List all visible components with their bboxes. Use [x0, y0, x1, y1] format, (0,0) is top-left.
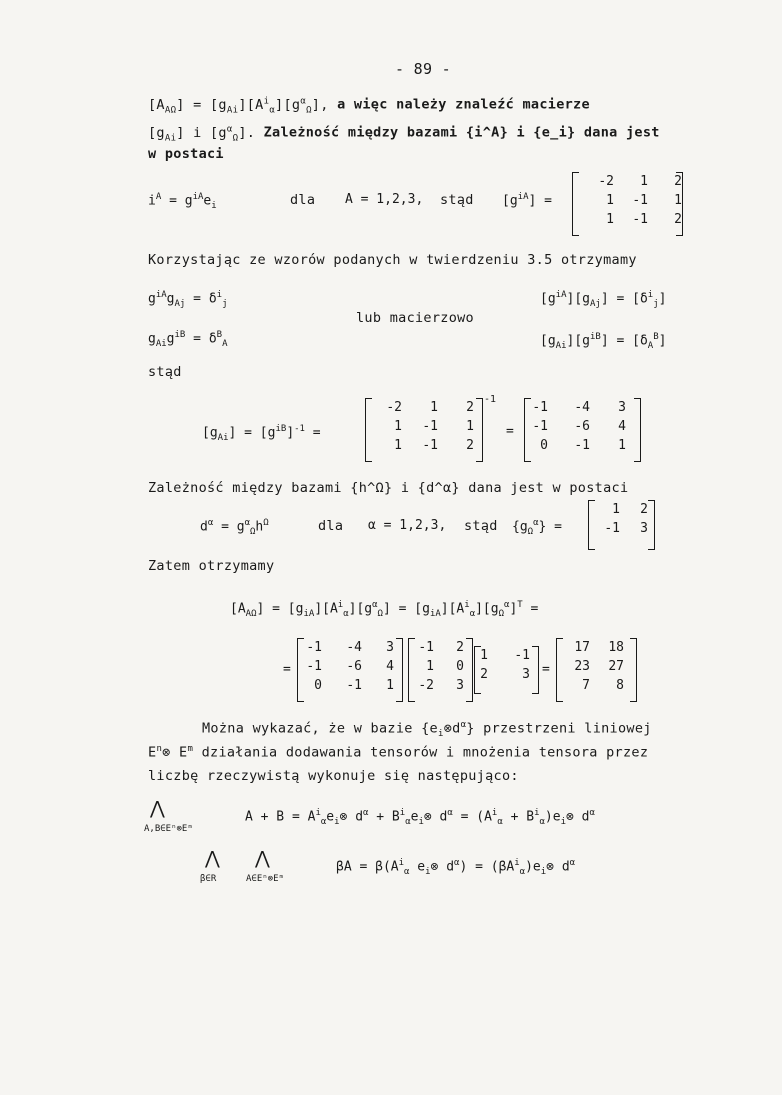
matrix-cell: 0 — [540, 438, 548, 453]
matrix-cell: -6 — [346, 659, 362, 674]
matrix-cell: -1 — [346, 678, 362, 693]
eq1-lhs: $i^A = g^{iA}e_i$ — [148, 192, 217, 211]
matrix-cell: 2 — [640, 502, 648, 517]
matrix-cell: 1 — [606, 212, 614, 227]
matrix-cell: -1 — [418, 640, 434, 655]
eq2-stad: stąd — [464, 518, 498, 534]
intro-formula-1: $[A_{A\Omega}] = [g_{Ai}][A^i_\alpha][g^\alpha_\Omega]$, — [148, 96, 329, 116]
matrix-cell: 2 — [674, 174, 682, 189]
eq1-bracket-right — [676, 172, 683, 236]
matrix-cell: -1 — [574, 438, 590, 453]
matrix-cell: 1 — [466, 419, 474, 434]
product-m2-bracket-right — [466, 638, 473, 702]
matrix-cell: -2 — [386, 400, 402, 415]
matrix-cell: -1 — [422, 438, 438, 453]
inverse-matrix-a-bracket-right — [476, 398, 483, 462]
matrix-relation-1: $[g^{iA}][g_{Aj}] = [\delta^i_j]$ — [540, 290, 667, 309]
matrix-cell: 1 — [606, 193, 614, 208]
inverse-matrix-a — [370, 400, 474, 453]
eq1-range: A = 1,2,3, — [345, 192, 424, 207]
eq2-lhs: $d^\alpha = g^\alpha_\Omega h^\Omega$ — [200, 518, 269, 537]
product-m1-bracket-right — [396, 638, 403, 702]
inverse-matrix-b — [528, 400, 626, 453]
matrix-cell: 4 — [386, 659, 394, 674]
matrix-cell: 3 — [618, 400, 626, 415]
matrix-cell: 3 — [386, 640, 394, 655]
for-all-icon-3: ⋀ — [255, 848, 270, 869]
product-matrix-2 — [410, 640, 464, 693]
for-all-icon-2: ⋀ — [205, 848, 220, 869]
zatem-text: Zatem otrzymamy — [148, 558, 275, 574]
matrix-cell: 8 — [616, 678, 624, 693]
product-eq-2: = — [542, 662, 550, 677]
matrix-cell: 2 — [480, 667, 488, 682]
sum-subscript: A,B∈Eⁿ⊗Eᵐ — [144, 824, 193, 834]
intro-text-2: Zależność między bazami {i^A} i {e_i} dana jest — [263, 124, 660, 141]
matrix-cell: 1 — [480, 648, 488, 663]
page-number: - 89 - — [395, 60, 451, 78]
matrix-cell: -4 — [346, 640, 362, 655]
scalar-formula: $\beta A = \beta(A^i_\alpha$ $e_i\otimes$ $d^\alpha$) = $(\beta A^i_\alpha)e_i\otimes$ $d^\alpha$ — [336, 858, 576, 877]
sum-formula: $A + B = A^i_\alpha e_i\otimes$ $d^\alpha$ + $B^i_\alpha e_i\otimes$ $d^\alpha = (A^i_\alpha$ + $B^i_\alpha)e_i\otimes$ $d^\alpha$ — [245, 808, 595, 827]
matrix-cell: -1 — [306, 659, 322, 674]
matrix-cell: -4 — [574, 400, 590, 415]
eq1-bracket-left — [572, 172, 579, 236]
matrix-cell: 2 — [674, 212, 682, 227]
intro-formula-2: $[g_{Ai}]$ i $[g^\alpha_\Omega]$. — [148, 124, 256, 144]
mozna-line-3: liczbę rzeczywistą wykonuje się następująco: — [148, 768, 519, 784]
eq2-range: α = 1,2,3, — [368, 518, 447, 533]
matrix-cell: 23 — [574, 659, 590, 674]
result-bracket-right — [630, 638, 637, 702]
inverse-power: -1 — [484, 394, 497, 405]
korzystajac-text: Korzystając ze wzorów podanych w twierdzeniu 3.5 otrzymamy — [148, 252, 637, 268]
matrix-cell: 3 — [456, 678, 464, 693]
matrix-cell: -6 — [574, 419, 590, 434]
scal-subscript-2: A∈Eⁿ⊗Eᵐ — [246, 874, 284, 884]
intro-line-2 — [148, 124, 660, 143]
product-m3-bracket-right — [532, 646, 539, 694]
stad-text: stąd — [148, 364, 182, 380]
matrix-cell: -2 — [598, 174, 614, 189]
eq2-bracket-right — [648, 500, 655, 550]
product-eq: = — [283, 662, 291, 677]
matrix-cell: 0 — [456, 659, 464, 674]
matrix-cell: 1 — [394, 419, 402, 434]
matrix-cell: -1 — [632, 212, 648, 227]
result-matrix — [560, 640, 624, 693]
matrix-cell: 1 — [430, 400, 438, 415]
eq1-dla: dla — [290, 192, 316, 208]
eq2-matrix — [592, 502, 648, 536]
eq1-stad: stąd — [440, 192, 474, 208]
matrix-cell: 27 — [608, 659, 624, 674]
matrix-cell: -1 — [514, 648, 530, 663]
lub-macierzowo: lub macierzowo — [356, 310, 474, 326]
inverse-eq: = — [506, 424, 514, 439]
intro-line-1 — [148, 96, 590, 115]
matrix-cell: 18 — [608, 640, 624, 655]
zaleznosc-2-text: Zależność między bazami {h^Ω} i {d^α} dana jest w postaci — [148, 480, 629, 496]
matrix-cell: 0 — [314, 678, 322, 693]
product-matrix-1 — [300, 640, 394, 693]
matrix-cell: -1 — [604, 521, 620, 536]
matrix-cell: 17 — [574, 640, 590, 655]
matrix-cell: 3 — [640, 521, 648, 536]
matrix-cell: 1 — [612, 502, 620, 517]
matrix-cell: -1 — [422, 419, 438, 434]
relation-2: $g_{Ai}g^{iB} = \delta^B_A$ — [148, 330, 228, 349]
inverse-lhs: $[g_{Ai}] = [g^{iB}]^{-1}$ = — [202, 424, 321, 443]
matrix-cell: 1 — [640, 174, 648, 189]
inverse-matrix-b-bracket-right — [634, 398, 641, 462]
matrix-cell: -2 — [418, 678, 434, 693]
intro-text-1: a więc należy znaleźć macierze — [337, 96, 590, 113]
matrix-cell: -1 — [532, 400, 548, 415]
mozna-line-1: Można wykazać, że w bazie $\{e_i\otimes d^\alpha\}$ przestrzeni liniowej — [202, 720, 652, 740]
relation-1: $g^{iA}g_{Aj} = \delta^i_j$ — [148, 290, 228, 309]
scal-subscript-1: β∈R — [200, 874, 217, 884]
eq1-matrix — [580, 174, 682, 227]
matrix-cell: 1 — [386, 678, 394, 693]
mozna-line-2: $E^n\otimes$ $E^m$ działania dodawania tensorów i mnożenia tensora przez — [148, 744, 649, 761]
matrix-cell: 2 — [456, 640, 464, 655]
matrix-cell: -1 — [306, 640, 322, 655]
matrix-cell: 1 — [674, 193, 682, 208]
matrix-cell: 7 — [582, 678, 590, 693]
intro-line-3: w postaci — [148, 146, 224, 162]
matrix-cell: 1 — [394, 438, 402, 453]
matrix-cell: 1 — [426, 659, 434, 674]
matrix-cell: 2 — [466, 438, 474, 453]
eq2-label: $\{g_\Omega^\alpha\}$ = — [512, 518, 562, 537]
matrix-cell: -1 — [632, 193, 648, 208]
matrix-cell: 1 — [618, 438, 626, 453]
matrix-cell: 4 — [618, 419, 626, 434]
matrix-relation-2: $[g_{Ai}][g^{iB}] = [\delta_A^B]$ — [540, 332, 667, 351]
matrix-cell: 2 — [466, 400, 474, 415]
product-matrix-3 — [474, 648, 530, 682]
matrix-cell: 3 — [522, 667, 530, 682]
for-all-icon: ⋀ — [150, 798, 165, 819]
product-line-1: $[A_{A\Omega}] = [g_{iA}][A^i_\alpha][g^\alpha_\Omega] = [g_{iA}][A^i_\alpha][g_\Omega^\alpha]^T$ = — [230, 600, 539, 619]
eq2-dla: dla — [318, 518, 344, 534]
matrix-cell: -1 — [532, 419, 548, 434]
eq1-matrix-label: $[g^{iA}]$ = — [502, 192, 552, 209]
